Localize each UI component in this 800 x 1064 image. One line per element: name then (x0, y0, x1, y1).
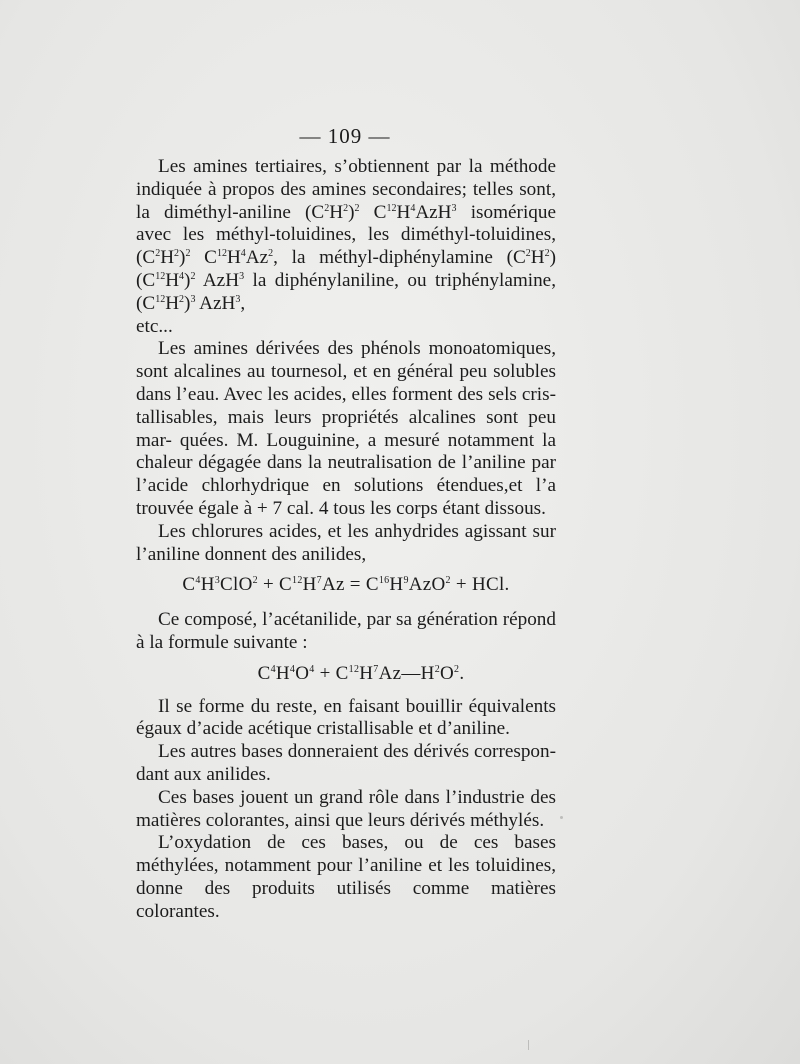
paragraph-other-bases (136, 741, 556, 787)
paper-mark (528, 1040, 529, 1050)
text-line: Il se forme du reste, en faisant bouillir équivalents (158, 695, 556, 717)
paragraph-oxidation (136, 832, 556, 923)
text-line: notamment pour l’aniline et les toluidines, donne des (136, 855, 556, 899)
text-line: chlorhydrique en solutions étendues,et l’a trouvée égale (136, 475, 557, 519)
text-line: Les amines tertiaires, s’obtiennent par la méthode (158, 156, 556, 177)
text-line: tallisables, mais leurs propriétés alcalines sont peu mar- (136, 406, 556, 451)
paragraph-tertiary-amines (136, 156, 556, 316)
text-line: sont alcalines au tournesol, et en général peu solubles (136, 361, 556, 383)
text-line: dégagée dans la neutralisation de l’aniline par l’acide (136, 452, 556, 497)
body-text (136, 156, 556, 924)
paragraph-acid-chlorides (136, 521, 556, 567)
text-line: matières colorantes, ainsi que leurs dérivés méthylés. (136, 809, 545, 831)
text-line: à + 7 cal. 4 tous les corps étant dissous. (243, 497, 546, 519)
paragraph-phenol-amines (136, 338, 556, 520)
text-line: $C^{12}H^4Az^2$, la méthyl-diphénylamine $(C^2H^2)$ $(C^{12}H^4)^2$ AzH$^3$ (136, 247, 557, 291)
paragraph-dye-industry (136, 787, 556, 833)
text-line: égaux d’acide acétique cristallisable et d’aniline. (136, 718, 510, 740)
paragraph-acetanilide (136, 609, 556, 655)
text-line: l’aniline donnent des anilides, (136, 543, 367, 565)
text-line: la diphénylaniline, ou triphénylamine, $(C^{12}H^2)^3$ AzH$^3$, (136, 269, 557, 314)
text-line: Les autres bases donneraient des dérivés correspon- (158, 741, 556, 763)
paragraph-formation (136, 696, 556, 742)
text-line: la diméthyl-aniline $(C^2H^2)^2$ $C^{12}H^4AzH^3$ isomérique avec (136, 201, 556, 246)
text-line: quées. M. Louguinine, a mesuré notamment la chaleur (136, 429, 557, 474)
equation-acetanilide-formula: $C^4H^4O^4$ + $C^{12}H^7Az—H^2O^2$. (257, 662, 465, 684)
text-line: dant aux anilides. (136, 763, 271, 785)
text-line: les méthyl-toluidines, les diméthyl-toluidines, $(C^2H^2)^2$ (136, 224, 557, 269)
page-number: — 109 — (299, 124, 391, 148)
text-line: Les amines dérivées des phénols monoatomiques, (158, 338, 556, 360)
text-line: la formule suivante : (149, 631, 308, 653)
equation-acetanilide-synthesis: $C^4H^3ClO^2 + C^{12}H^7Az = C^{16}H^9AzO^2$ + HCl. (182, 574, 510, 596)
paragraph-etc (136, 316, 556, 339)
text-line: Ces bases jouent un grand rôle dans l’industrie des (158, 786, 556, 808)
text-line: L’oxydation de ces bases, ou de ces bases méthylées, (136, 832, 556, 877)
text-line: etc... (136, 315, 173, 337)
text-line: Ce composé, l’acétanilide, par sa génération répond à (136, 609, 556, 653)
text-line: Les chlorures acides, et les anhydrides agissant sur (158, 520, 556, 542)
text-line: dans l’eau. Avec les acides, elles forment des sels cris- (136, 383, 556, 405)
paper-speck (560, 816, 563, 819)
text-line: produits utilisés comme matières colorantes. (136, 877, 557, 922)
text-line: indiquée à propos des amines secondaires; telles sont, (136, 178, 556, 200)
